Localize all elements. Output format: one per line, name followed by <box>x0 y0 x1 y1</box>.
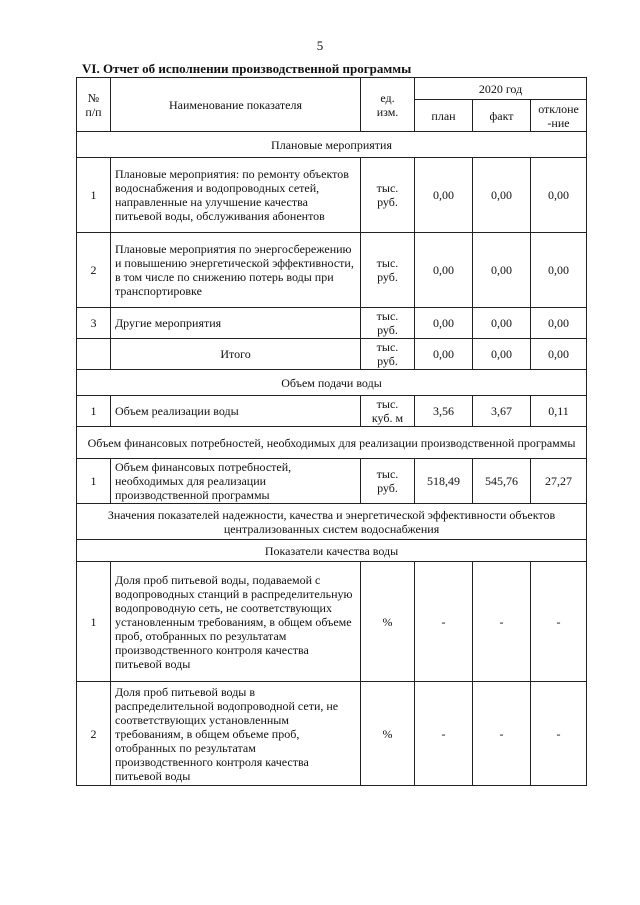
row-unit: тыс. руб. <box>361 233 415 308</box>
table-row <box>77 308 587 339</box>
row-num: 1 <box>77 459 111 504</box>
header-year: 2020 год <box>415 78 587 100</box>
row-name: Объем реализации воды <box>111 396 361 427</box>
table-row <box>77 562 587 682</box>
row-unit: тыс. руб. <box>361 158 415 233</box>
row-num: 3 <box>77 308 111 339</box>
total-row <box>77 339 587 370</box>
row-plan: 3,56 <box>415 396 473 427</box>
table-row <box>77 158 587 233</box>
section-supply: Объем подачи воды <box>77 370 587 396</box>
section-reliability: Значения показателей надежности, качества и энергетической эффективности объектов централизованных систем водоснабжения <box>77 504 587 540</box>
header-fact: факт <box>473 100 531 132</box>
table-row <box>77 233 587 308</box>
row-name: Итого <box>111 339 361 370</box>
row-fact: 0,00 <box>473 339 531 370</box>
row-unit: тыс. руб. <box>361 339 415 370</box>
row-deviation: 0,00 <box>531 339 587 370</box>
table-header-row <box>77 78 587 100</box>
row-name: Плановые мероприятия: по ремонту объектов водоснабжения и водопроводных сетей, направленные на улучшение качества питьевой воды, обслуживания абонентов <box>111 158 361 233</box>
row-num: 2 <box>77 233 111 308</box>
row-deviation: 0,00 <box>531 308 587 339</box>
row-plan: - <box>415 562 473 682</box>
row-name: Другие мероприятия <box>111 308 361 339</box>
section-planned: Плановые мероприятия <box>77 132 587 158</box>
section-finance: Объем финансовых потребностей, необходимых для реализации производственной программы <box>77 427 587 459</box>
row-fact: 0,00 <box>473 158 531 233</box>
row-num: 2 <box>77 682 111 786</box>
section-row <box>77 370 587 396</box>
row-num: 1 <box>77 158 111 233</box>
row-fact: 3,67 <box>473 396 531 427</box>
row-name: Плановые мероприятия по энергосбережению и повышению энергетической эффективности, в том числе по снижению потерь воды при транспортировке <box>111 233 361 308</box>
row-fact: 0,00 <box>473 308 531 339</box>
header-deviation: отклоне -ние <box>531 100 587 132</box>
production-program-table <box>76 77 587 786</box>
row-name: Доля проб питьевой воды, подаваемой с водопроводных станций в распределительную водопроводную сеть, не соответствующих установленным требованиям, в общем объеме проб, отобранных по результатам производственного контроля качества питьевой воды <box>111 562 361 682</box>
header-unit: ед. изм. <box>361 78 415 132</box>
row-unit: % <box>361 682 415 786</box>
section-title: VI. Отчет об исполнении производственной программы <box>82 61 412 76</box>
row-unit: тыс. куб. м <box>361 396 415 427</box>
row-deviation: 0,11 <box>531 396 587 427</box>
row-plan: 518,49 <box>415 459 473 504</box>
header-num: № п/п <box>77 78 111 132</box>
row-deviation: 0,00 <box>531 233 587 308</box>
page-number: 5 <box>316 38 324 53</box>
row-unit: тыс. руб. <box>361 308 415 339</box>
row-plan: 0,00 <box>415 339 473 370</box>
row-fact: - <box>473 682 531 786</box>
row-fact: - <box>473 562 531 682</box>
section-row <box>77 540 587 562</box>
row-plan: 0,00 <box>415 158 473 233</box>
row-deviation: 0,00 <box>531 158 587 233</box>
table-row <box>77 396 587 427</box>
row-plan: 0,00 <box>415 233 473 308</box>
row-unit: % <box>361 562 415 682</box>
row-deviation: - <box>531 682 587 786</box>
row-unit: тыс. руб. <box>361 459 415 504</box>
row-fact: 545,76 <box>473 459 531 504</box>
row-deviation: - <box>531 562 587 682</box>
section-quality: Показатели качества воды <box>77 540 587 562</box>
row-num: 1 <box>77 562 111 682</box>
row-name: Доля проб питьевой воды в распределительной водопроводной сети, не соответствующих установленным требованиям, в общем объеме проб, отобранных по результатам производственного контроля качества питьевой воды <box>111 682 361 786</box>
section-row <box>77 132 587 158</box>
section-row <box>77 504 587 540</box>
row-num <box>77 339 111 370</box>
header-name: Наименование показателя <box>111 78 361 132</box>
row-plan: 0,00 <box>415 308 473 339</box>
header-plan: план <box>415 100 473 132</box>
table-row <box>77 682 587 786</box>
row-num: 1 <box>77 396 111 427</box>
row-plan: - <box>415 682 473 786</box>
table-row <box>77 459 587 504</box>
row-name: Объем финансовых потребностей, необходимых для реализации производственной программы <box>111 459 361 504</box>
section-row <box>77 427 587 459</box>
row-deviation: 27,27 <box>531 459 587 504</box>
row-fact: 0,00 <box>473 233 531 308</box>
